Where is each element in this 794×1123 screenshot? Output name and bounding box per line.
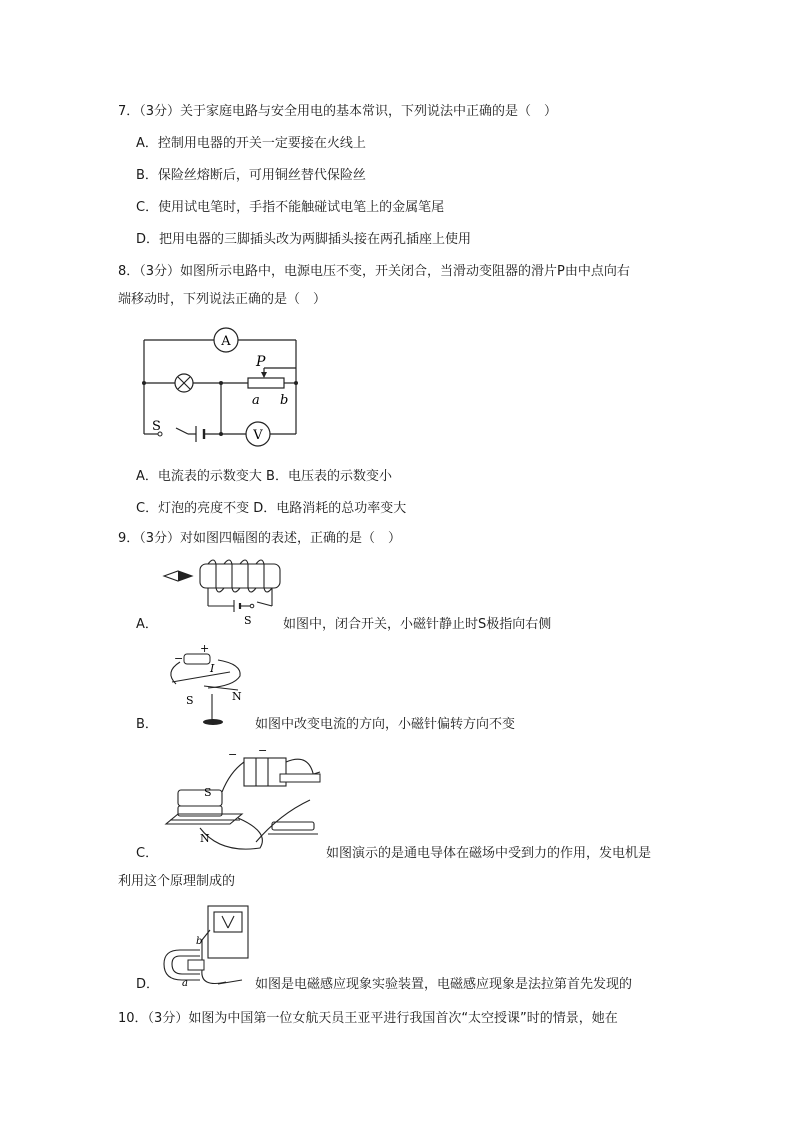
q9d-induction-figure <box>160 900 252 996</box>
q9b-s-label: S <box>186 694 194 707</box>
q8-options-row1: A．电流表的示数变大 B．电压表的示数变小 <box>136 469 392 484</box>
q9-stem: 9．（3分）对如图四幅图的表述，正确的是（ ） <box>118 531 402 546</box>
q9b-text: 如图中改变电流的方向，小磁针偏转方向不变 <box>255 717 516 732</box>
voltmeter-label: V <box>253 428 263 443</box>
q7-option-d: D．把用电器的三脚插头改为两脚插头接在两孔插座上使用 <box>136 232 472 247</box>
q9d-text: 如图是电磁感应现象实验装置，电磁感应现象是法拉第首先发现的 <box>255 977 633 992</box>
q9b-oersted-figure <box>160 642 250 728</box>
q9c-n-label: N <box>200 832 210 845</box>
q8-stem-line1: 8．（3分）如图所示电路中，电源电压不变，开关闭合，当滑动变阻器的滑片P由中点向右 <box>118 264 630 279</box>
switch-icon <box>280 774 320 782</box>
q9a-text: 如图中，闭合开关，小磁针静止时S极指向右侧 <box>283 617 552 632</box>
q7-stem: 7．（3分）关于家庭电路与安全用电的基本常识，下列说法中正确的是（ ） <box>118 104 558 119</box>
q9c-motor-figure <box>160 742 332 854</box>
q9d-letter: D． <box>136 977 160 992</box>
q7-option-c: C．使用试电笔时，手指不能触碰试电笔上的金属笔尾 <box>136 200 445 215</box>
slider-label: P <box>256 354 266 370</box>
q8-options-row2: C．灯泡的亮度不变 D．电路消耗的总功率变大 <box>136 501 407 516</box>
q9c-minus1-label: − <box>228 748 238 761</box>
ammeter-label: A <box>221 334 231 349</box>
q9d-a-label: a <box>182 978 188 989</box>
battery-icon <box>184 654 210 664</box>
magnet-icon <box>188 960 204 970</box>
end-a-label: a <box>252 393 260 408</box>
q10-stem: 10．（3分）如图为中国第一位女航天员王亚平进行我国首次“太空授课”时的情景，她在 <box>118 1011 618 1026</box>
q7-option-b: B．保险丝熔断后，可用铜丝替代保险丝 <box>136 168 366 183</box>
q8-stem-line2: 端移动时，下列说法正确的是（ ） <box>118 292 327 307</box>
q9b-n-label: N <box>232 690 242 703</box>
q9c-text-line2: 利用这个原理制成的 <box>118 874 236 889</box>
q9c-s-label: S <box>204 786 212 799</box>
q9b-letter: B． <box>136 717 158 732</box>
q9a-switch-label: S <box>244 614 252 627</box>
q9a-letter: A． <box>136 617 158 632</box>
switch-label: S <box>152 419 161 434</box>
q9b-current-label: I <box>210 662 215 675</box>
q9c-text: 如图演示的是通电导体在磁场中受到力的作用，发电机是 <box>326 846 652 861</box>
end-b-label: b <box>280 393 289 408</box>
q8-circuit-diagram <box>138 322 308 448</box>
q9d-b-label: b <box>196 936 203 947</box>
q7-option-a: A．控制用电器的开关一定要接在火线上 <box>136 136 366 151</box>
q9c-minus2-label: − <box>258 744 268 757</box>
slider-arrow-icon <box>261 372 267 378</box>
q9b-plus-label: + <box>200 642 210 655</box>
q9b-minus-label: − <box>174 652 184 665</box>
q9c-letter: C． <box>136 846 159 861</box>
q9a-solenoid-figure <box>160 556 290 628</box>
